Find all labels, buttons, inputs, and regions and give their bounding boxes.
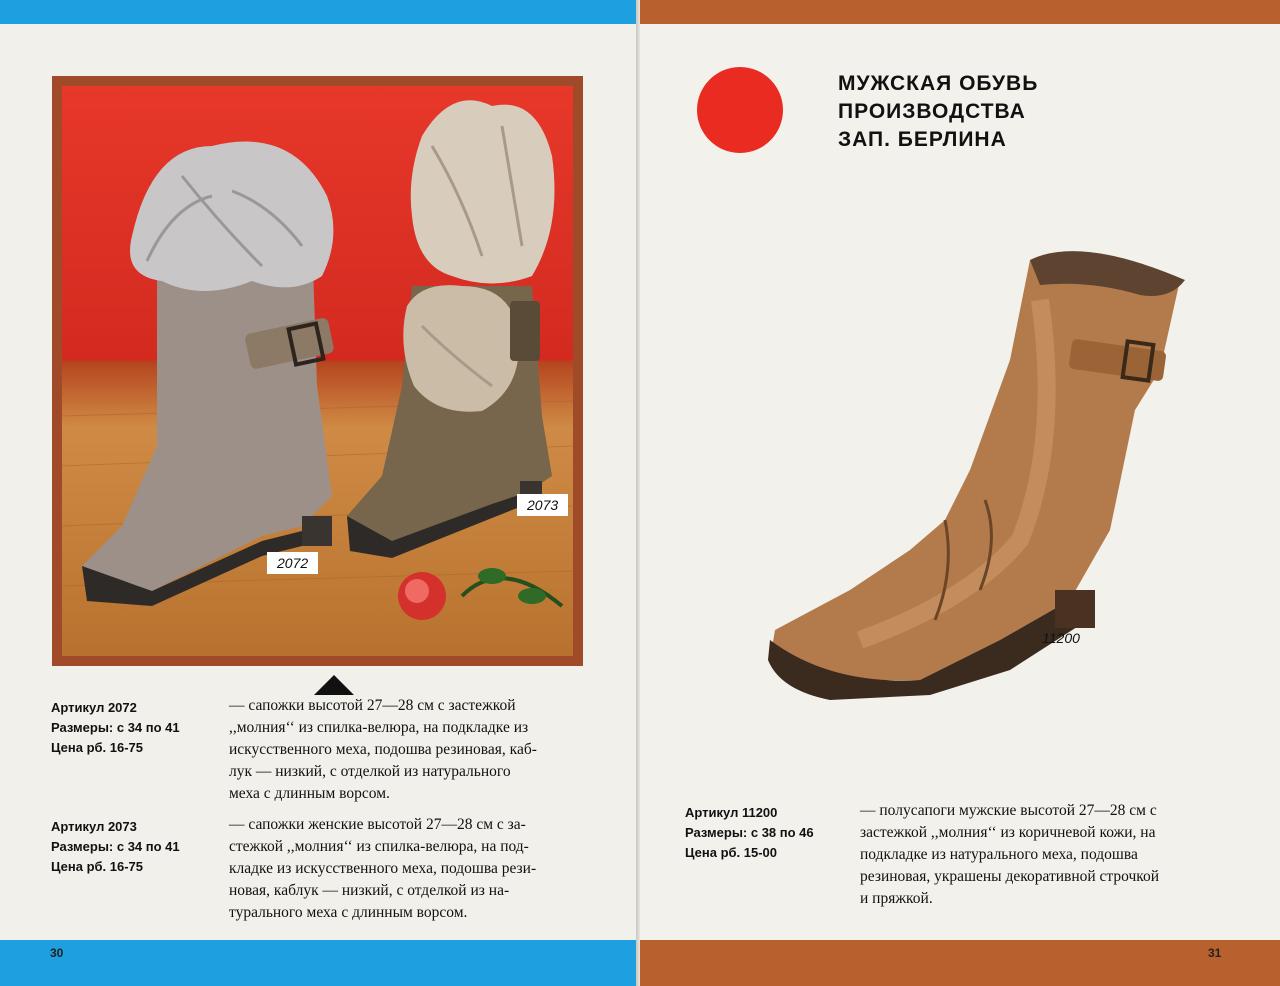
item-price: Цена рб. 15-00 [685,845,778,860]
page-number: 31 [1208,946,1222,960]
bottom-color-band [640,940,1280,986]
boot-2072 [82,142,335,606]
item-article: Артикул 2072 [51,700,137,715]
description-line: ,,молния‘‘ из спилка-велюра, на подкладке из [229,719,529,736]
description-line: турального меха с длинным ворсом. [229,904,468,921]
description-line: лук — низкий, с отделкой из натурального [229,763,511,780]
rose-decoration [398,568,562,620]
description-line: — сапожки женские высотой 27—28 см с за- [229,816,526,833]
top-color-band [640,0,1280,24]
description-line: резиновая, украшены декоративной строчкой [860,868,1160,885]
description-line: и пряжкой. [860,890,933,907]
bottom-color-band [0,940,640,986]
photo-scene [62,86,573,656]
top-color-band [0,0,640,24]
page-number: 30 [50,946,64,960]
mens-boot-photo [740,240,1280,700]
red-circle-marker [697,67,783,153]
photo-label-11200: 11200 [1042,630,1080,646]
item-article: Артикул 2073 [51,819,137,834]
pointer-triangle [314,675,354,695]
item-2072-description [229,695,599,805]
photo-tag-2072: 2072 [267,552,318,574]
description-line: застежкой ,,молния‘‘ из коричневой кожи, на [860,824,1156,841]
item-sizes: Размеры: с 34 по 41 [51,839,180,854]
womens-boots-photo [52,76,583,666]
boot-11200 [740,240,1280,700]
description-line: подкладке из натурального меха, подошва [860,846,1138,863]
item-sizes: Размеры: с 34 по 41 [51,720,180,735]
description-line: искусственного меха, подошва резиновая, каб- [229,741,537,758]
boot-2073 [347,100,555,558]
heading-line: ПРОИЗВОДСТВА [838,100,1026,123]
description-line: кладке из искусственного меха, подошва рези- [229,860,537,877]
item-2073-description [229,814,599,924]
item-2073-spec [51,817,180,877]
section-heading [838,70,1038,154]
heading-line: ЗАП. БЕРЛИНА [838,128,1007,151]
right-page [640,0,1280,986]
description-line: стежкой ,,молния‘‘ из спилка-велюра, на под- [229,838,529,855]
photo-tag-2073: 2073 [517,494,568,516]
description-line: — полусапоги мужские высотой 27—28 см с [860,802,1157,819]
description-line: — сапожки высотой 27—28 см с застежкой [229,697,516,714]
description-line: новая, каблук — низкий, с отделкой из на- [229,882,510,899]
item-article: Артикул 11200 [685,805,778,820]
item-sizes: Размеры: с 38 по 46 [685,825,814,840]
item-price: Цена рб. 16-75 [51,740,144,755]
item-11200-description [860,800,1240,910]
item-price: Цена рб. 16-75 [51,859,144,874]
item-11200-spec [685,803,814,863]
description-line: меха с длинным ворсом. [229,785,390,802]
heading-line: МУЖСКАЯ ОБУВЬ [838,72,1039,95]
item-2072-spec [51,698,180,758]
